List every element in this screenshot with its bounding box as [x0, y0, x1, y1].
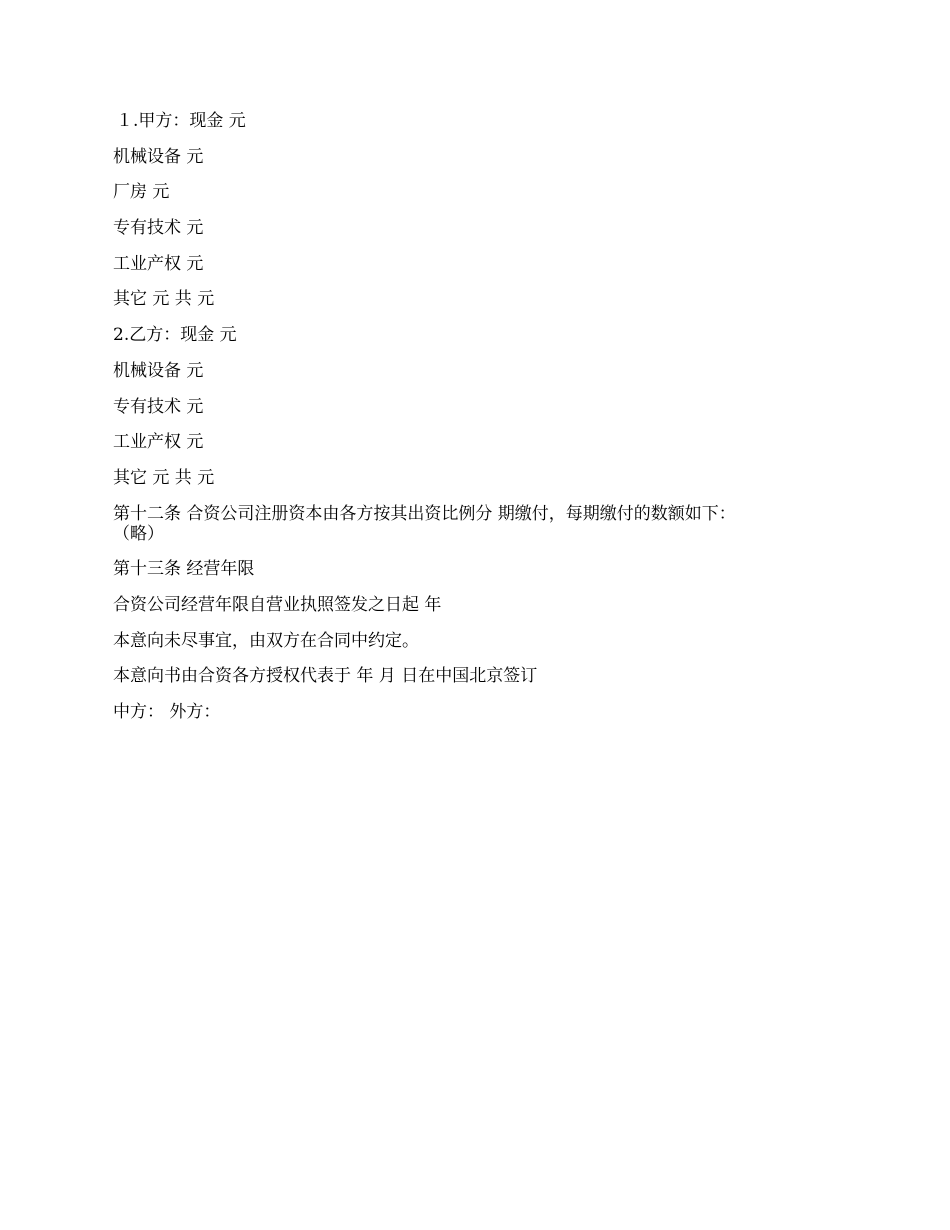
article-12-omitted: （略）	[113, 523, 164, 544]
party-a-industrial-property-line: 工业产权 元	[113, 253, 204, 274]
article-12-paragraph	[113, 504, 813, 544]
party-a-factory-line: 厂房 元	[113, 182, 170, 203]
signatories-line: 中方： 外方：	[113, 702, 221, 722]
party-a-other-total-line: 其它 元 共 元	[113, 289, 215, 310]
article-13-body: 合资公司经营年限自营业执照签发之日起 年	[113, 594, 442, 615]
party-b-proprietary-tech-line: 专有技术 元	[113, 396, 204, 417]
party-b-cash-line: 2.乙方：现金 元	[113, 325, 237, 346]
article-12-text: 第十二条 合资公司注册资本由各方按其出资比例分 期缴付，每期缴付的数额如下：	[113, 503, 736, 524]
party-b-machinery-line: 机械设备 元	[113, 360, 204, 381]
party-a-cash-line: １.甲方：现金 元	[116, 111, 246, 131]
party-a-proprietary-tech-line: 专有技术 元	[113, 218, 204, 239]
party-b-industrial-property-line: 工业产权 元	[113, 432, 204, 453]
unfinished-matters-clause: 本意向未尽事宜，由双方在合同中约定。	[113, 630, 419, 651]
party-b-other-total-line: 其它 元 共 元	[113, 467, 215, 488]
signing-statement: 本意向书由合资各方授权代表于 年 月 日在中国北京签订	[113, 666, 538, 687]
party-a-machinery-line: 机械设备 元	[113, 146, 204, 167]
article-13-title: 第十三条 经营年限	[113, 559, 255, 580]
document-body	[113, 111, 813, 738]
